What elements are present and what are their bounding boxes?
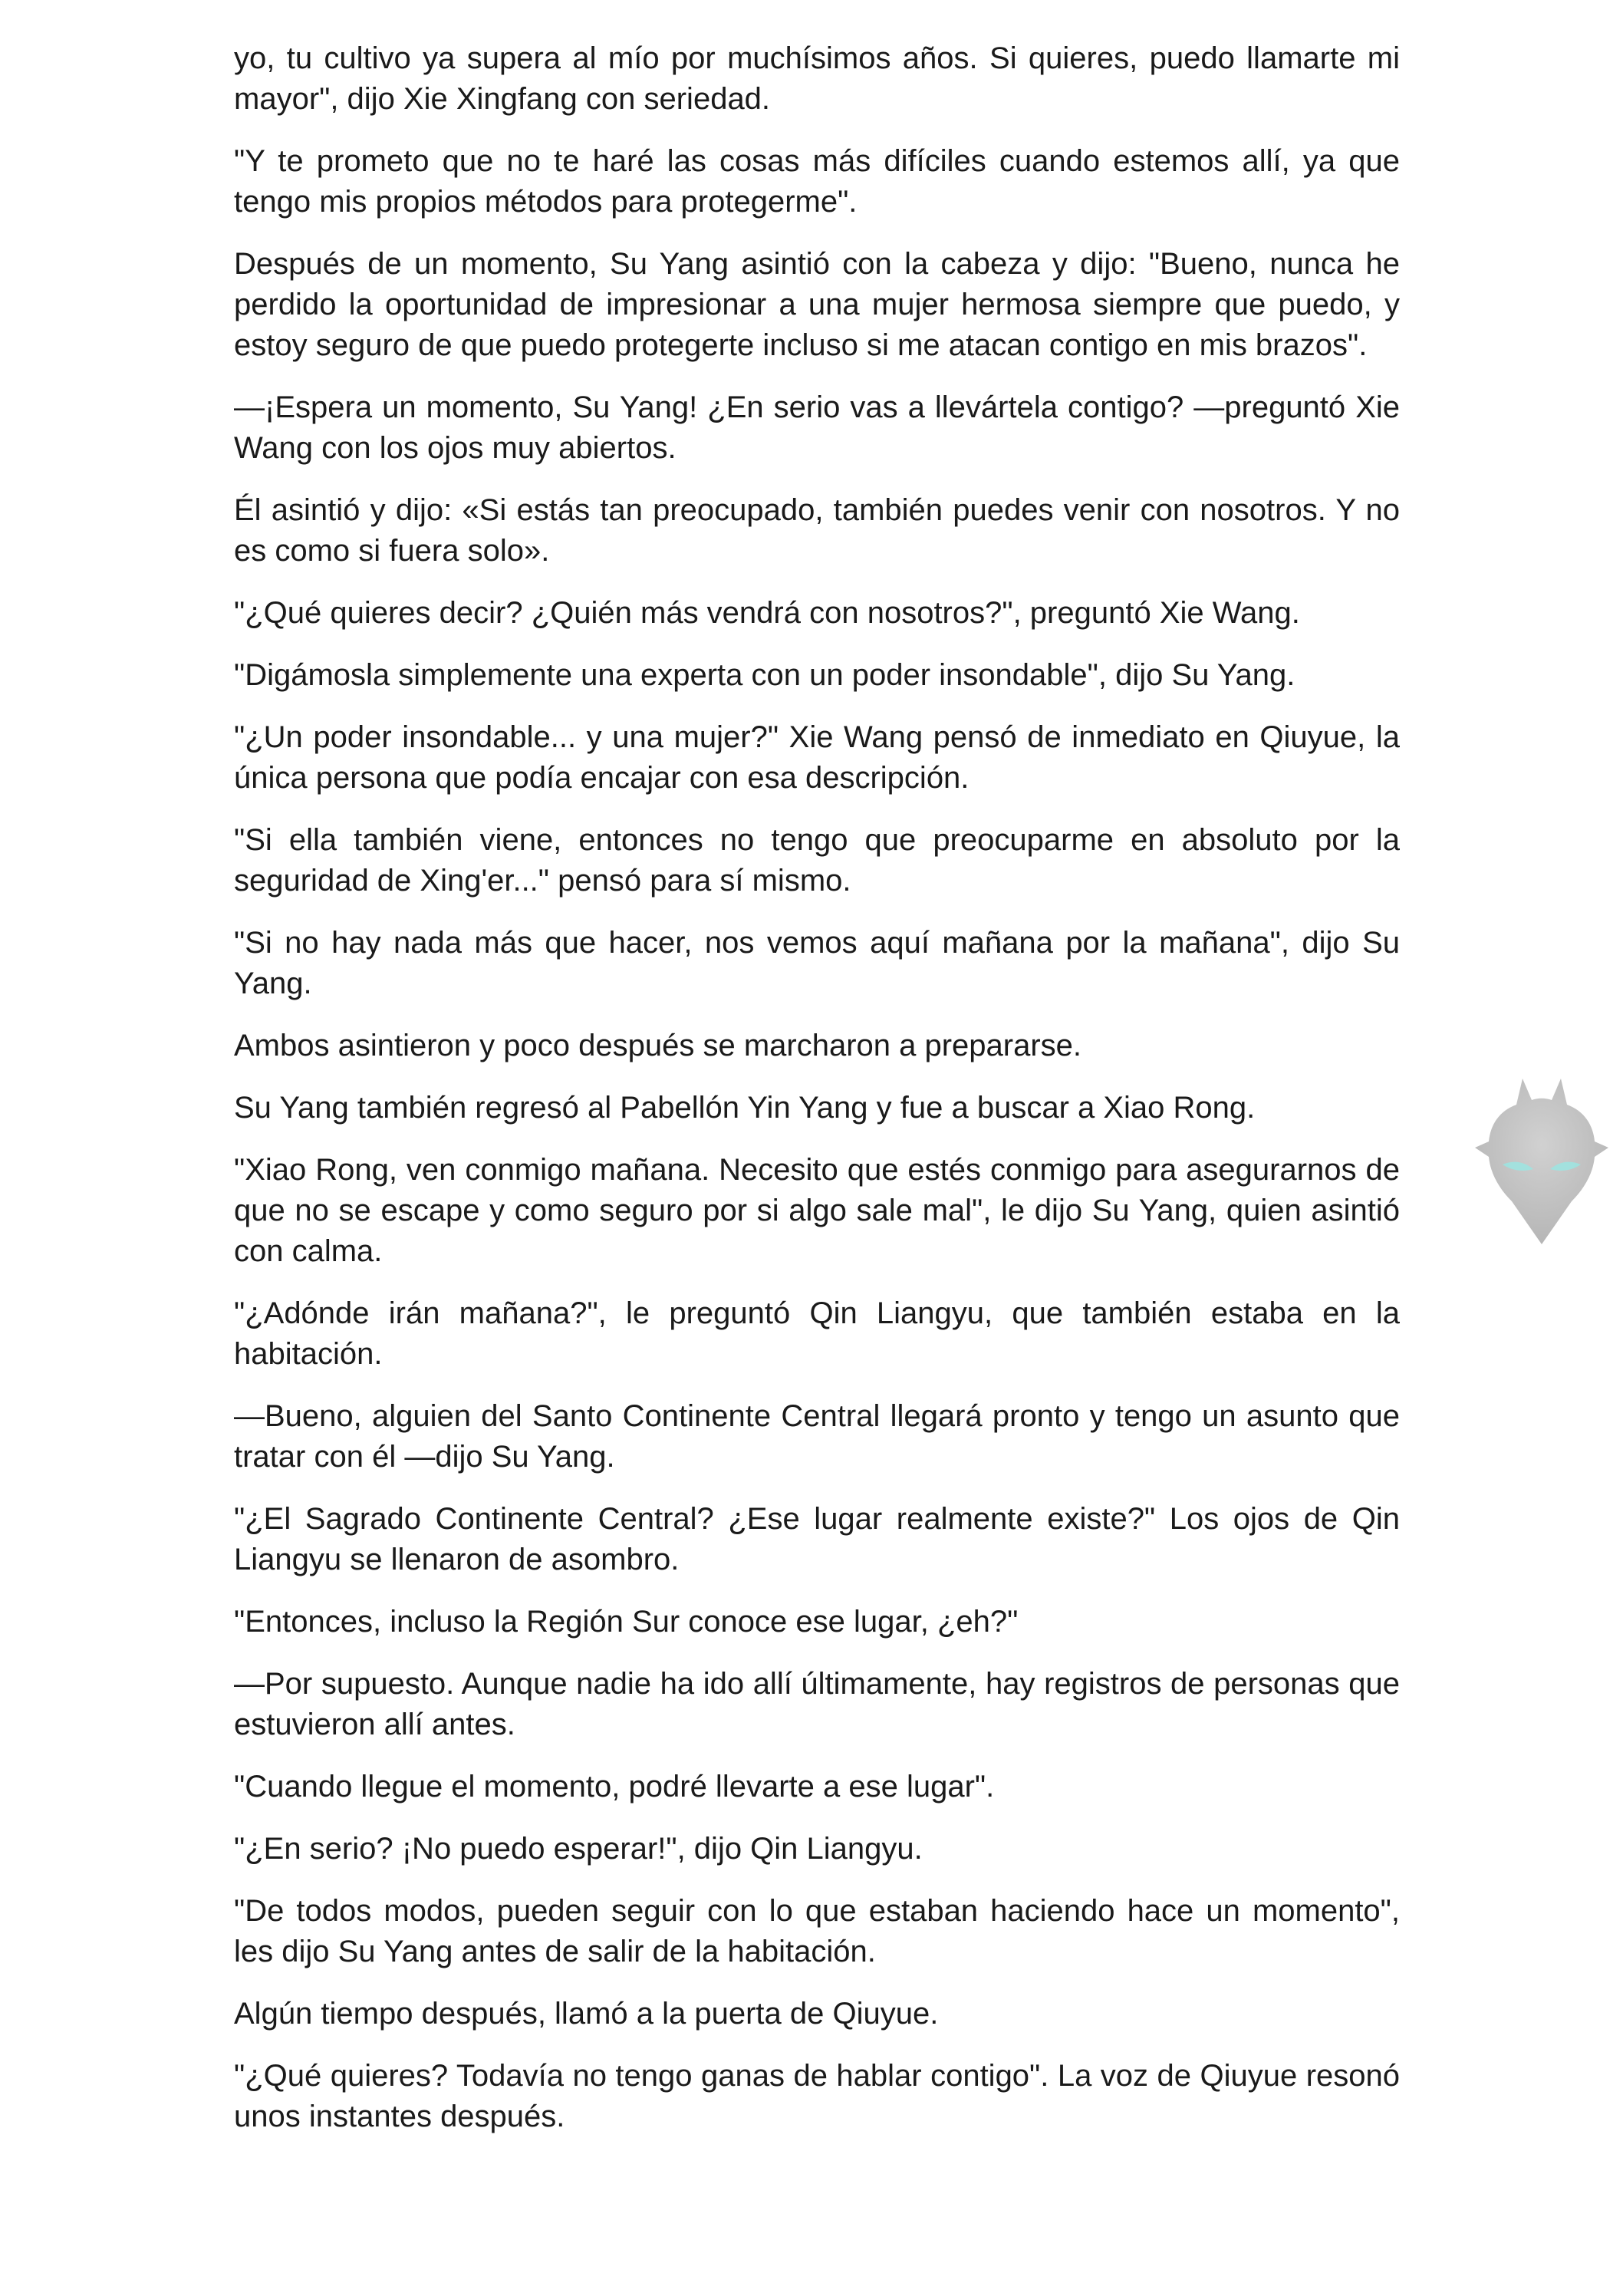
paragraph-20: "¿En serio? ¡No puedo esperar!", dijo Qin Liangyu. [234, 1832, 923, 1866]
paragraph-8: "¿Un poder insondable... y una mujer?" Xie Wang pensó de inmediato en Qiuyue, la única persona que podía encajar con esa descripción. [234, 720, 1400, 795]
paragraph-7: "Digámosla simplemente una experta con un poder insondable", dijo Su Yang. [234, 658, 1295, 692]
paragraph-10: "Si no hay nada más que hacer, nos vemos aquí mañana por la mañana", dijo Su Yang. [234, 926, 1400, 1000]
paragraph-1: yo, tu cultivo ya supera al mío por muchísimos años. Si quieres, puedo llamarte mi mayor", dijo Xie Xingfang con seriedad. [234, 41, 1400, 116]
paragraph-11: Ambos asintieron y poco después se marcharon a prepararse. [234, 1029, 1082, 1062]
paragraph-6: "¿Qué quieres decir? ¿Quién más vendrá con nosotros?", preguntó Xie Wang. [234, 596, 1300, 630]
document-body [234, 38, 1400, 2159]
paragraph-13: "Xiao Rong, ven conmigo mañana. Necesito que estés conmigo para asegurarnos de que no se escape y como seguro por si algo sale mal", le dijo Su Yang, quien asintió con calma. [234, 1153, 1400, 1268]
paragraph-19: "Cuando llegue el momento, podré llevarte a ese lugar". [234, 1770, 995, 1804]
paragraph-9: "Si ella también viene, entonces no tengo que preocuparme en absoluto por la seguridad de Xing'er..." pensó para sí mismo. [234, 823, 1400, 898]
paragraph-18: —Por supuesto. Aunque nadie ha ido allí últimamente, hay registros de personas que estuvieron allí antes. [234, 1667, 1400, 1741]
paragraph-3: Después de un momento, Su Yang asintió con la cabeza y dijo: "Bueno, nunca he perdido la oportunidad de impresionar a una mujer hermosa siempre que puedo, y estoy seguro de que puedo protegerte incluso si me atacan contigo en mis brazos". [234, 247, 1400, 362]
paragraph-5: Él asintió y dijo: «Si estás tan preocupado, también puedes venir con nosotros. Y no es como si fuera solo». [234, 493, 1400, 568]
paragraph-14: "¿Adónde irán mañana?", le preguntó Qin Liangyu, que también estaba en la habitación. [234, 1296, 1400, 1371]
paragraph-23: "¿Qué quieres? Todavía no tengo ganas de hablar contigo". La voz de Qiuyue resonó unos instantes después. [234, 2059, 1400, 2133]
paragraph-22: Algún tiempo después, llamó a la puerta de Qiuyue. [234, 1997, 939, 2031]
paragraph-4: —¡Espera un momento, Su Yang! ¿En serio vas a llevártela contigo? —preguntó Xie Wang con los ojos muy abiertos. [234, 390, 1400, 465]
paragraph-12: Su Yang también regresó al Pabellón Yin Yang y fue a buscar a Xiao Rong. [234, 1091, 1256, 1125]
paragraph-2: "Y te prometo que no te haré las cosas más difíciles cuando estemos allí, ya que tengo mis propios métodos para protegerme". [234, 144, 1400, 219]
paragraph-17: "Entonces, incluso la Región Sur conoce ese lugar, ¿eh?" [234, 1605, 1019, 1639]
paragraph-15: —Bueno, alguien del Santo Continente Central llegará pronto y tengo un asunto que tratar con él —dijo Su Yang. [234, 1399, 1400, 1474]
demon-head-icon [1469, 1074, 1615, 1250]
demon-head-silhouette [1475, 1079, 1608, 1244]
paragraph-21: "De todos modos, pueden seguir con lo que estaban haciendo hace un momento", les dijo Su Yang antes de salir de la habitación. [234, 1894, 1400, 1968]
paragraph-16: "¿El Sagrado Continente Central? ¿Ese lugar realmente existe?" Los ojos de Qin Liangyu se llenaron de asombro. [234, 1502, 1400, 1576]
